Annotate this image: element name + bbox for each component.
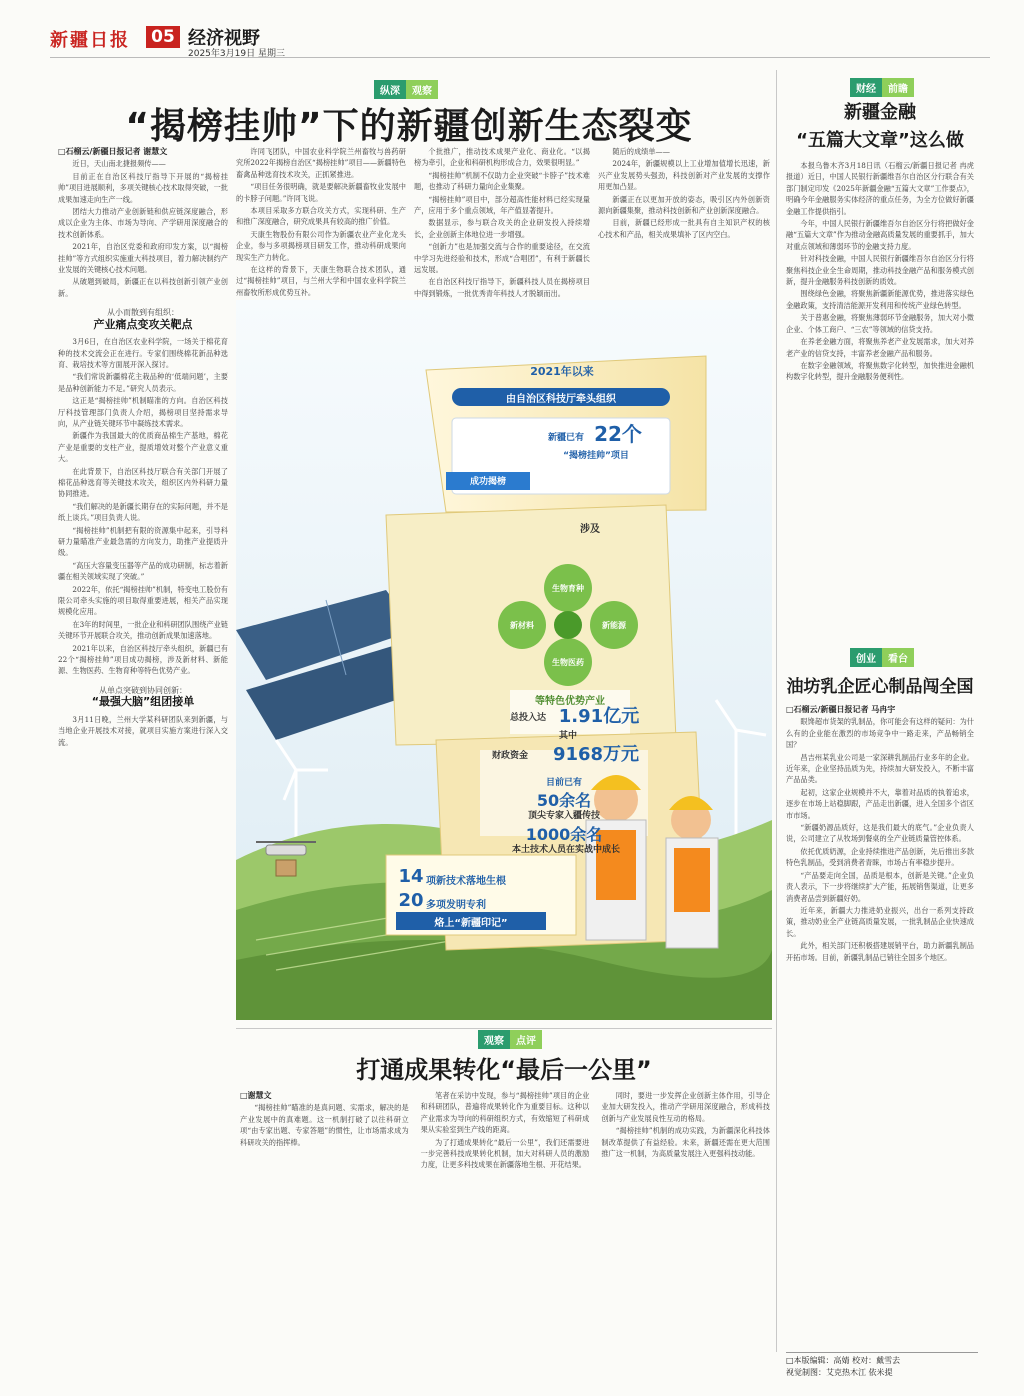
tech-label: 项新技术落地生根: [426, 876, 506, 887]
article-paragraph: 此外，相关部门还积极搭建展销平台，助力新疆乳制品开拓市场。目前，新疆乳制品已销往全国多个地区。: [786, 941, 974, 962]
masthead: [50, 24, 990, 58]
stamp-label: 烙上“新疆印记”: [434, 918, 508, 929]
total-invest-label: 总投入达: [509, 713, 546, 723]
commentary-body: [240, 1090, 770, 1360]
projects-prefix: 新疆已有: [547, 433, 584, 443]
right-column: [782, 72, 978, 1362]
field-new-energy: 新能源: [602, 621, 626, 630]
page-credits: [786, 1352, 978, 1379]
article-paragraph: 针对科技金融，中国人民银行新疆维吾尔自治区分行将聚焦科技企业全生命周期，推动科技金融产品和服务模式创新，提升金融服务科技创新的质效。: [786, 254, 974, 287]
article-paragraph: “高压大容量变压器等产品的成功研制，标志着新疆在相关领域实现了突破。”: [58, 560, 228, 582]
dairy-byline: □石榴云/新疆日报记者 马冉宇: [786, 705, 896, 714]
tech-number: 14: [398, 866, 424, 887]
article-paragraph: 为了打通成果转化“最后一公里”，我们还需要进一步完善科技成果转化机制，加大对科研人员的激励力度，让更多科技成果在新疆落地生根、开花结果。: [420, 1137, 590, 1170]
involve-label: 涉及: [580, 524, 600, 535]
article-paragraph: 在3年的时间里，一批企业和科研团队围绕产业链关键环节开展联合攻关，推动创新成果加速落地。: [58, 619, 228, 641]
field-bio-breeding: 生物育种: [552, 584, 584, 593]
article-paragraph: 同时，要进一步发挥企业创新主体作用，引导企业加大研发投入，推动产学研用深度融合，形成科技创新与产业发展良性互动的格局。: [601, 1091, 770, 1123]
article-paragraph: “揭榜挂帅”瞄准的是真问题、实需求，解决的是产业发展中的真难题。这一机制打破了以往科研立项“由专家出题、专家答题”的惯性，让市场需求成为科研攻关的指挥棒。: [240, 1103, 409, 1147]
commentary-byline: □谢慧文: [240, 1091, 272, 1100]
main-article-column-1: [58, 146, 228, 1360]
total-invest-value: 1.91亿元: [558, 706, 640, 727]
local-number: 1000余名: [525, 825, 603, 844]
local-label: 本土技术人员在实战中成长: [511, 845, 620, 855]
article-paragraph: 近日，天山南北捷报频传——: [72, 159, 166, 169]
main-section-tag: 纵深 观察: [374, 80, 438, 99]
article-paragraph: “新疆奶源品质好，这是我们最大的底气。”企业负责人说，公司建立了从牧场到餐桌的全产业链质量管控体系。: [786, 823, 974, 844]
page-number: 05: [146, 26, 180, 48]
projects-suffix: “揭榜挂帅”项目: [563, 451, 629, 461]
article-paragraph: “揭榜挂帅”机制不仅助力企业突破“卡脖子”技术难题，也推动了科研力量向企业集聚。: [414, 170, 590, 192]
newspaper-logo: 新疆日报: [50, 30, 130, 51]
article-paragraph: “揭榜挂帅”项目中，部分超高性能材料已经实现量产，应用于多个重点领域，年产值显著提升。: [414, 194, 590, 216]
article-paragraph: 2024年，新疆规模以上工业增加值增长迅速，新兴产业发展势头强劲，科技创新对产业发展的支撑作用更加凸显。: [598, 159, 770, 192]
finance-value: 9168万元: [552, 744, 640, 765]
teams-number: 50余名: [536, 791, 592, 810]
article-paragraph: 3月6日，在自治区农业科学院，一场关于棉花育种的技术交流会正在进行。专家们围绕棉花新品种选育、栽培技术等方面展开深入探讨。: [58, 337, 228, 369]
article-paragraph: 2021年以来，自治区科技厅牵头组织，新疆已有22个“揭榜挂帅”项目成功揭榜，涉及新材料、新能源、生物医药、生物育种等特色优势产业。: [58, 643, 228, 676]
editor-credit: □本版编辑：高婧 校对：戴雪去: [786, 1356, 901, 1365]
article-paragraph: 近年来，新疆大力推进奶业振兴，出台一系列支持政策，推动奶业全产业链高质量发展，一批乳制品企业快速成长。: [786, 905, 974, 938]
article-paragraph: 笔者在采访中发现，参与“揭榜挂帅”项目的企业和科研团队，普遍将成果转化作为重要目标。这种以产业需求为导向的科研组织方式，有效缩短了科研成果从实验室到生产线的距离。: [420, 1091, 590, 1135]
startup-section-tag: 创业 看台: [850, 648, 914, 667]
commentary-section-tag: 观察 点评: [478, 1030, 542, 1049]
article-paragraph: 在此背景下，自治区科技厅联合有关部门开展了棉花品种选育等关键技术攻关，组织区内外科研力量协同推进。: [58, 466, 228, 499]
finance-article-body: [786, 160, 974, 640]
article-paragraph: 3月11日晚，兰州大学某科研团队来到新疆，与当地企业开展技术对接，就项目实施方案进行深入交流。: [58, 714, 228, 747]
article-paragraph: 在养老金融方面，将聚焦养老产业发展需求，加大对养老产业的信贷支持，丰富养老金融产品和服务。: [786, 337, 974, 358]
article-paragraph: 这正是“揭榜挂帅”机制瞄准的方向。自治区科技厅科技管理部门负责人介绍，揭榜项目坚持需求导向，从产业链关键环节中凝练技术需求。: [58, 396, 228, 428]
article-paragraph: 目前，新疆已经形成一批具有自主知识产权的核心技术和产品，相关成果填补了区内空白。: [598, 218, 770, 239]
field-biomedicine: 生物医药: [552, 658, 584, 667]
article-paragraph: “揭榜挂帅”机制把有限的资源集中起来，引导科研力量瞄准产业最急需的方向发力，助推产业提质升级。: [58, 525, 228, 558]
finance-headline-line2: “五篇大文章”这么做: [796, 130, 964, 151]
teams-prefix: 目前已有: [545, 778, 582, 788]
article-paragraph: 从破题到破局，新疆正在以科技创新引领产业创新。: [58, 277, 228, 298]
article-paragraph: 团结大力推动产业创新链和供应链深度融合，形成以企业为主体、市场为导向、产学研用深度融合的技术创新体系。: [58, 207, 228, 239]
finance-label: 财政资金: [491, 751, 528, 761]
article-paragraph: 随后的成绩单——: [612, 147, 670, 156]
article-paragraph: 目前正在自治区科技厅指导下开展的“揭榜挂帅”项目进展顺利，多项关键核心技术取得突破，一批成果加速走向生产一线。: [58, 171, 228, 204]
subhead-1: 从小而散到有组织： 产业痛点变攻关靶点: [93, 308, 193, 331]
design-credit: 视觉制图：艾克热木江 依米提: [786, 1368, 893, 1377]
org-label: 由自治区科技厅牵头组织: [506, 394, 616, 405]
main-headline: “揭榜挂帅”下的新疆创新生态裂变: [125, 106, 693, 147]
article-paragraph: 起初，这家企业规模并不大，靠着对品质的执着追求，逐步在市场上站稳脚跟，产品走出新疆，进入全国多个省区市市场。: [786, 787, 974, 820]
industries-label: 等特色优势产业: [535, 696, 605, 707]
article-paragraph: 关于普惠金融，将聚焦薄弱环节金融服务，加大对小微企业、个体工商户、“三农”等领域的信贷支持。: [786, 313, 974, 334]
article-paragraph: 许同飞团队，中国农业科学院兰州畜牧与兽药研究所2022年揭榜自治区“揭榜挂帅”项目——新疆特色畜禽品种选育技术攻关，正抓紧推进。: [236, 147, 406, 179]
article-paragraph: 眼馋超市货架的乳制品，你可能会有这样的疑问：为什么有的企业能在激烈的市场竞争中一路走来，产品畅销全国？: [786, 717, 974, 750]
projects-number: 22个: [594, 422, 642, 446]
article-paragraph: “创新力”也是加强交流与合作的重要途径，在交流中学习先进经验和技术，形成“合唱团”，有利于新疆长远发展。: [414, 242, 590, 275]
article-paragraph: 2022年，依托“揭榜挂帅”机制，特变电工股份有限公司牵头实施的项目取得重要进展，相关产品实现规模化应用。: [58, 584, 228, 617]
main-byline: □石榴云/新疆日报记者 谢慧文: [58, 147, 168, 156]
article-paragraph: “我们解决的是新疆长期存在的实际问题，并不是纸上谈兵。”项目负责人说。: [58, 501, 228, 523]
article-paragraph: 新疆作为我国最大的优质商品棉生产基地，棉花产业是重要的支柱产业，提质增效对整个产业意义重大。: [58, 431, 228, 464]
finance-headline-line1: 新疆金融: [844, 102, 916, 123]
article-paragraph: 本项目采取多方联合攻关方式，实现科研、生产和推广深度融合，研究成果具有较高的推广价值。: [236, 206, 406, 227]
subhead-3: 从单点突破到协同创新： “最强大脑”组团接单: [91, 685, 195, 709]
bottom-article-divider: [236, 1028, 772, 1029]
experts-label: 顶尖专家入疆传技: [527, 811, 600, 821]
finance-lead: 本报乌鲁木齐3月18日讯（石榴云/新疆日报记者 冉虎报道）近日，中国人民银行新疆维吾尔自治区分行联合有关部门制定印发《2025年新疆金融“五篇大文章”工作要点》，明确今年金融服务实体经济的重点任务，为全方位做好新疆金融工作提供指引。: [786, 161, 974, 216]
right-column-divider: [776, 70, 777, 1352]
article-paragraph: 天康生物股份有限公司作为新疆农业产业化龙头企业，参与多项揭榜项目研发工作，推动科研成果向现实生产力转化。: [236, 229, 406, 262]
dairy-headline: 油坊乳企匠心制品闯全国: [786, 677, 974, 697]
section-title: 经济视野: [188, 28, 260, 49]
article-paragraph: 围绕绿色金融，将聚焦新疆新能源优势，推进落实绿色金融政策，支持清洁能源开发利用和传统产业绿色转型。: [786, 289, 974, 310]
since-label: 2021年以来: [530, 365, 594, 378]
article-paragraph: 在这样的背景下，天康生物联合技术团队，通过“揭榜挂帅”项目，与兰州大学和中国农业科学院兰州畜牧所形成优势互补。: [236, 265, 406, 297]
among-label: 其中: [558, 731, 577, 741]
infographic-illustration: [236, 300, 772, 1020]
article-paragraph: 个批推广，推动技术成果产业化、商业化。“以揭榜为牵引，企业和科研机构形成合力，效果很明显。”: [414, 147, 590, 168]
article-paragraph: “产品要走向全国，品质是根本，创新是关键。”企业负责人表示，下一步将继续扩大产能，拓展销售渠道，让更多消费者品尝到新疆好奶。: [786, 870, 974, 903]
article-paragraph: 新疆正在以更加开放的姿态，吸引区内外创新资源向新疆集聚，推动科技创新和产业创新深度融合。: [598, 194, 770, 216]
article-paragraph: “揭榜挂帅”机制的成功实践，为新疆深化科技体制改革提供了有益经验。未来，新疆还需在更大范围推广这一机制，为高质量发展注入更强科技动能。: [601, 1126, 770, 1159]
article-paragraph: “项目任务很明确，就是要解决新疆畜牧业发展中的卡脖子问题。”许同飞说。: [236, 182, 406, 203]
article-paragraph: 2021年，自治区党委和政府印发方案，以“揭榜挂帅”等方式组织实施重大科技项目，着力解决制约产业发展的关键核心技术问题。: [58, 242, 228, 275]
article-paragraph: 依托优质奶源，企业持续推进产品创新，先后推出多款特色乳制品，受到消费者青睐，市场占有率稳步提升。: [786, 846, 974, 868]
commentary-headline: 打通成果转化“最后一公里”: [356, 1056, 652, 1084]
infographic: [236, 300, 772, 1020]
finance-section-tag: 财经 前瞻: [850, 78, 914, 97]
article-paragraph: 在数字金融领域，将聚焦数字化转型，加快推进金融机构数字化转型，提升金融服务便利性。: [786, 360, 974, 382]
dairy-article-body: [786, 704, 974, 1344]
article-paragraph: 今年，中国人民银行新疆维吾尔自治区分行将把做好金融“五篇大文章”作为推动金融高质量发展的重要抓手，加大对重点领域和薄弱环节的金融支持力度。: [786, 219, 974, 251]
patent-number: 20: [398, 890, 424, 911]
field-new-materials: 新材料: [510, 621, 534, 630]
article-paragraph: 昌吉州某乳业公司是一家深耕乳制品行业多年的企业。近年来，企业坚持品质为先，持续加大研发投入，不断丰富产品品类。: [786, 752, 974, 785]
issue-date: 2025年3月19日 星期三: [188, 49, 285, 59]
success-label: 成功揭榜: [469, 477, 506, 487]
article-paragraph: 数据显示，参与联合攻关的企业研发投入持续增长，企业创新主体地位进一步增强。: [414, 218, 590, 239]
patent-label: 多项发明专利: [426, 900, 486, 911]
article-paragraph: “我们常说新疆棉花主栽品种的‘低端问题’，主要是品种创新能力不足。”研究人员表示。: [58, 372, 228, 393]
article-paragraph: 在自治区科技厅指导下，新疆科技人员在揭榜项目中得到锻炼，一批优秀青年科技人才脱颖而出。: [414, 277, 590, 298]
